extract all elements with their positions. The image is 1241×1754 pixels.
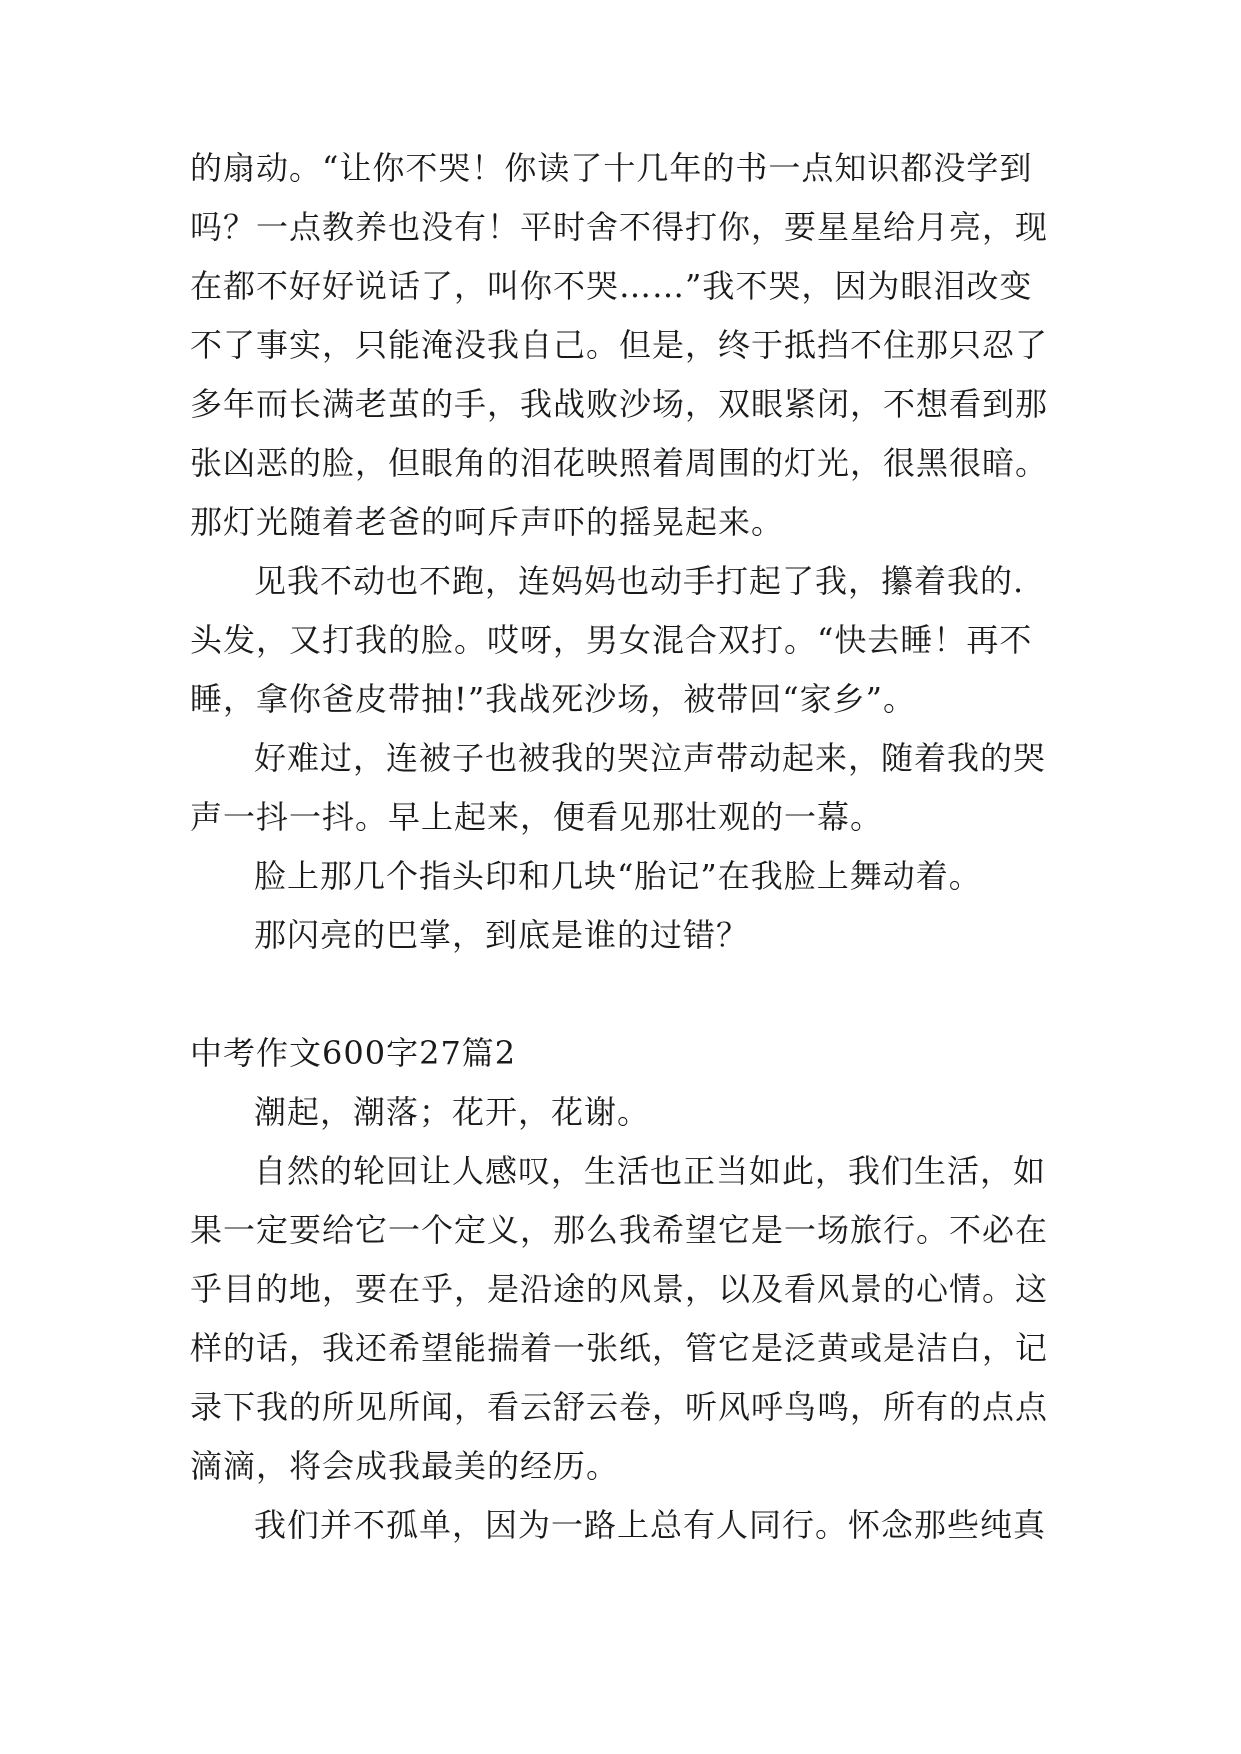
text-line: 的扇动。“让你不哭！你读了十几年的书一点知识都没学到 <box>190 149 1033 187</box>
text-line: 在都不好好说话了，叫你不哭……”我不哭，因为眼泪改变 <box>190 267 1033 305</box>
text-line: 乎目的地，要在乎，是沿途的风景，以及看风景的心情。这 <box>190 1270 1049 1308</box>
text-line: 多年而长满老茧的手，我战败沙场，双眼紧闭，不想看到那 <box>190 385 1049 423</box>
text-line: 那灯光随着老爸的呵斥声吓的摇晃起来。 <box>190 503 785 541</box>
text-line: 见我不动也不跑，连妈妈也动手打起了我，攥着我的. <box>254 562 1025 600</box>
text-line: 潮起，潮落；花开，花谢。 <box>254 1093 651 1131</box>
text-line: 头发，又打我的脸。哎呀，男女混合双打。“快去睡！再不 <box>190 621 1033 659</box>
text-line: 录下我的所见所闻，看云舒云卷，听风呼鸟鸣，所有的点点 <box>190 1388 1049 1426</box>
text-line: 声一抖一抖。早上起来，便看见那壮观的一幕。 <box>190 798 884 836</box>
text-line: 脸上那几个指头印和几块“胎记”在我脸上舞动着。 <box>254 857 982 895</box>
section-heading: 中考作文600字27篇2 <box>190 1034 517 1072</box>
text-line: 睡，拿你爸皮带抽!”我战死沙场，被带回“家乡”。 <box>190 680 916 718</box>
text-line: 好难过，连被子也被我的哭泣声带动起来，随着我的哭 <box>254 739 1047 777</box>
text-line: 滴滴，将会成我最美的经历。 <box>190 1447 620 1485</box>
text-line: 样的话，我还希望能揣着一张纸，管它是泛黄或是洁白，记 <box>190 1329 1049 1367</box>
text-line: 我们并不孤单，因为一路上总有人同行。怀念那些纯真 <box>254 1506 1047 1544</box>
text-line: 那闪亮的巴掌，到底是谁的过错？ <box>254 916 750 954</box>
text-line: 吗？一点教养也没有！平时舍不得打你，要星星给月亮，现 <box>190 208 1049 246</box>
text-line: 不了事实，只能淹没我自己。但是，终于抵挡不住那只忍了 <box>190 326 1049 364</box>
text-line: 果一定要给它一个定义，那么我希望它是一场旅行。不必在 <box>190 1211 1049 1249</box>
text-line: 张凶恶的脸，但眼角的泪花映照着周围的灯光，很黑很暗。 <box>190 444 1049 482</box>
text-line: 自然的轮回让人感叹，生活也正当如此，我们生活，如 <box>254 1152 1047 1190</box>
